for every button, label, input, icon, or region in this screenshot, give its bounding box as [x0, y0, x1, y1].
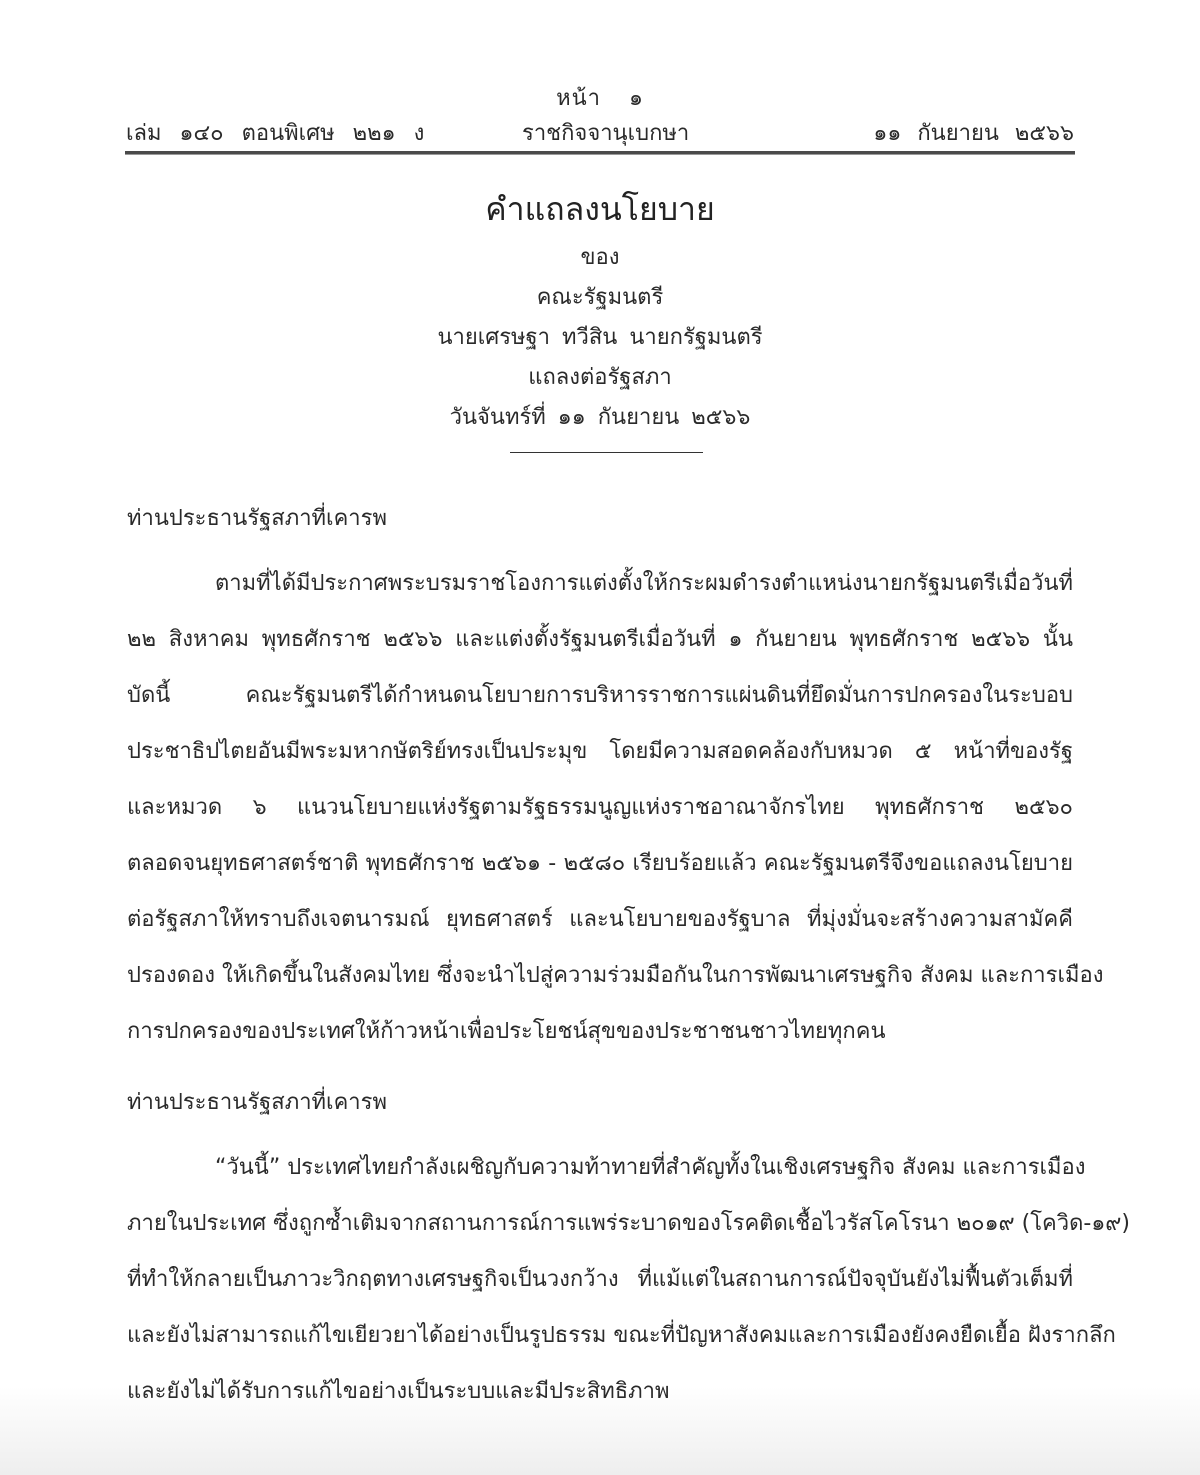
- title-line-date: [0, 398, 1200, 438]
- date-weekday: วันจันทร์ที่: [449, 405, 546, 430]
- paragraph-line: ตามที่ได้มีประกาศพระบรมราชโองการแต่งตั้งให้กระผมดำรงตำแหน่งนายกรัฐมนตรีเมื่อวันที่: [215, 571, 1073, 596]
- salutation: ท่านประธานรัฐสภาที่เคารพ: [127, 506, 387, 531]
- paragraph-line: ปรองดอง ให้เกิดขึ้นในสังคมไทย ซึ่งจะนำไปสู่ความร่วมมือกันในการพัฒนาเศรษฐกิจ สังคม และการเมือง: [127, 963, 1104, 988]
- paragraph-line: การปกครองของประเทศให้ก้าวหน้าเพื่อประโยชน์สุขของประชาชนชาวไทยทุกคน: [127, 1019, 886, 1044]
- page-number: ๑: [628, 86, 644, 111]
- publication-date: [857, 115, 1074, 150]
- paragraph-line: และยังไม่สามารถแก้ไขเยียวยาได้อย่างเป็นรูปธรรม ขณะที่ปัญหาสังคมและการเมืองยังคงยืดเยื้อ ฝังรากลึก: [127, 1323, 1116, 1348]
- volume-label: เล่ม: [126, 121, 162, 146]
- date-year: ๒๕๖๖: [1014, 121, 1074, 146]
- date-year: ๒๕๖๖: [691, 405, 751, 430]
- date-day: ๑๑: [873, 121, 902, 146]
- salutation: ท่านประธานรัฐสภาที่เคารพ: [127, 1090, 387, 1115]
- paragraph-line: ตลอดจนยุทธศาสตร์ชาติ พุทธศักราช ๒๕๖๑ - ๒๕๘๐ เรียบร้อยแล้ว คณะรัฐมนตรีจึงขอแถลงนโยบาย: [127, 851, 1073, 876]
- paragraph-line: ที่ทำให้กลายเป็นภาวะวิกฤตทางเศรษฐกิจเป็นวงกว้าง ที่แม้แต่ในสถานการณ์ปัจจุบันยังไม่ฟื้นตัวเต็มที่: [127, 1267, 1073, 1292]
- paragraph-line: บัดนี้ คณะรัฐมนตรีได้กำหนดนโยบายการบริหารราชการแผ่นดินที่ยึดมั่นการปกครองในระบอบ: [127, 683, 1073, 708]
- title-line-prime-minister: [0, 318, 1200, 358]
- section-number: ๒๒๑: [352, 121, 396, 146]
- pm-surname: ทวีสิน: [562, 325, 618, 350]
- document-title: คำแถลงนโยบาย: [485, 190, 715, 228]
- paragraph-line: ภายในประเทศ ซึ่งถูกซ้ำเติมจากสถานการณ์การแพร่ระบาดของโรคติดเชื้อไวรัสโคโรนา ๒๐๑๙ (โควิด-๑๙): [127, 1211, 1130, 1236]
- date-month: กันยายน: [597, 405, 680, 430]
- paragraph-line: “วันนี้” ประเทศไทยกำลังเผชิญกับความท้าทายที่สำคัญทั้งในเชิงเศรษฐกิจ สังคม และการเมือง: [215, 1155, 1086, 1180]
- pm-position: นายกรัฐมนตรี: [629, 325, 763, 350]
- title-line-cabinet: คณะรัฐมนตรี: [536, 285, 664, 310]
- section-letter: ง: [413, 121, 425, 146]
- paragraph-1: [127, 564, 1104, 1068]
- date-month: กันยายน: [917, 121, 999, 146]
- paragraph-2: [127, 1148, 1130, 1428]
- title-block: [0, 186, 1200, 438]
- section-label: ตอนพิเศษ: [241, 121, 335, 146]
- title-divider: [510, 452, 703, 453]
- volume-info: [126, 115, 442, 150]
- paragraph-line: ๒๒ สิงหาคม พุทธศักราช ๒๕๖๖ และแต่งตั้งรัฐมนตรีเมื่อวันที่ ๑ กันยายน พุทธศักราช ๒๕๖๖ นั้น: [127, 627, 1073, 652]
- date-number: ๑๑: [557, 405, 586, 430]
- volume-number: ๑๔๐: [179, 121, 224, 146]
- paragraph-line: ต่อรัฐสภาให้ทราบถึงเจตนารมณ์ ยุทธศาสตร์ และนโยบายของรัฐบาล ที่มุ่งมั่นจะสร้างความสามัคคี: [127, 907, 1073, 932]
- publication-name: ราชกิจจานุเบกษา: [522, 121, 690, 146]
- title-line-parliament: แถลงต่อรัฐสภา: [528, 365, 672, 390]
- page-label: หน้า: [556, 86, 601, 111]
- paragraph-line: ประชาธิปไตยอันมีพระมหากษัตริย์ทรงเป็นประมุข โดยมีความสอดคล้องกับหมวด ๕ หน้าที่ของรัฐ: [127, 739, 1073, 764]
- paragraph-line: และยังไม่ได้รับการแก้ไขอย่างเป็นระบบและมีประสิทธิภาพ: [127, 1379, 670, 1404]
- paragraph-line: และหมวด ๖ แนวนโยบายแห่งรัฐตามรัฐธรรมนูญแห่งราชอาณาจักรไทย พุทธศักราช ๒๕๖๐: [127, 795, 1073, 820]
- pm-name: นายเศรษฐา: [437, 325, 551, 350]
- header-divider: [125, 151, 1075, 155]
- page-number-header: [0, 80, 1200, 115]
- title-line-of: ของ: [580, 245, 620, 270]
- gazette-header-row: [126, 115, 1074, 147]
